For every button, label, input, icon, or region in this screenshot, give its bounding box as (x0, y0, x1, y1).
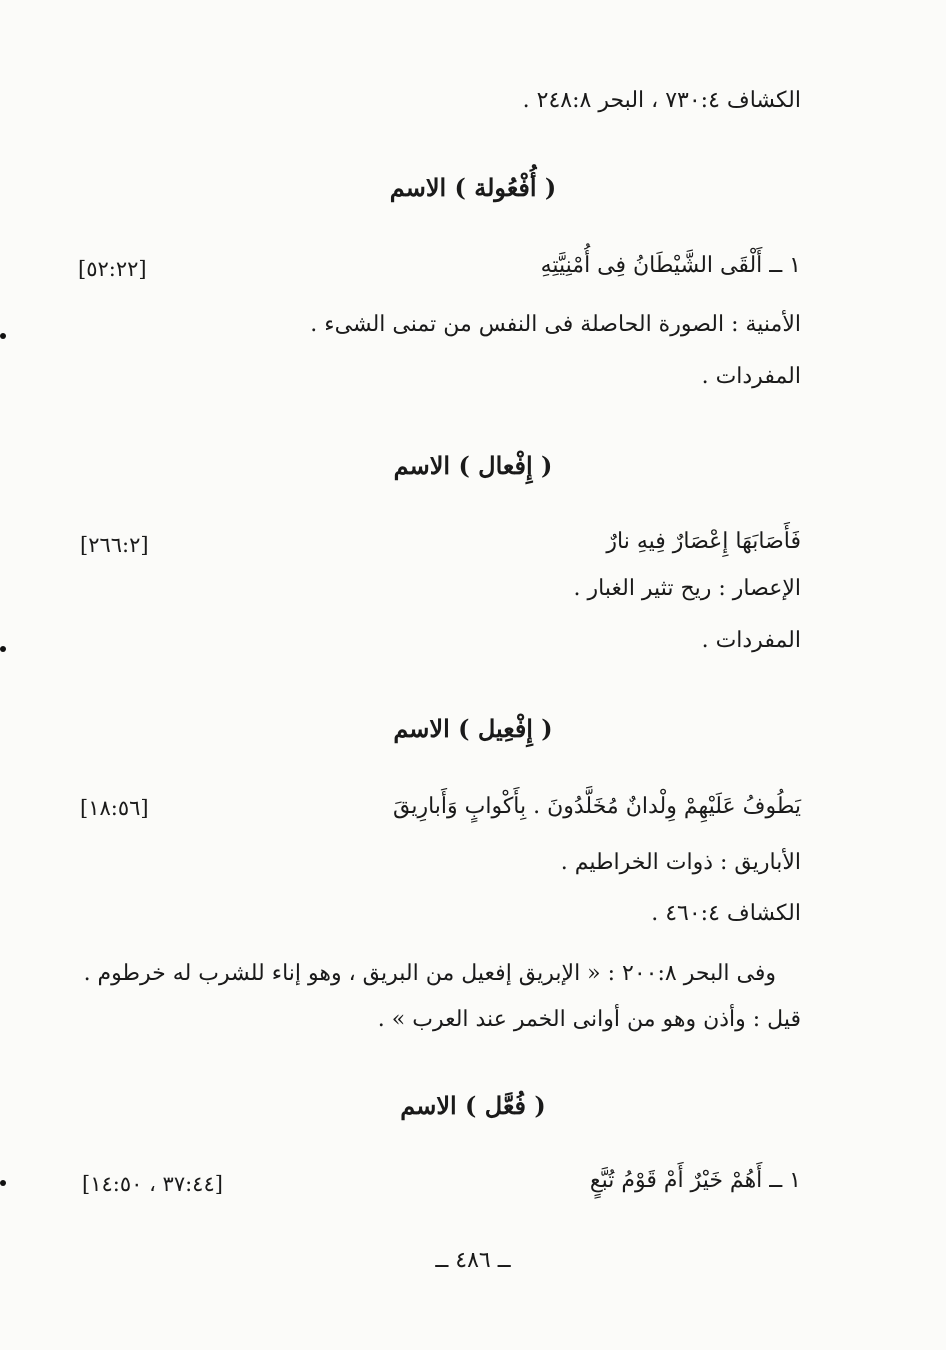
definition-line: الأباريق : ذوات الخراطيم . (560, 850, 801, 875)
quran-verse: ١ ــ أَلْقَى الشَّيْطَانُ فِى أُمْنِيَّتِهِ (540, 253, 801, 278)
quran-verse: فَأَصَابَهَا إِعْصَارٌ فِيهِ نارٌ (606, 529, 801, 554)
source-line: المفردات . (701, 364, 801, 389)
top-reference-note: الكشاف ٧٣٠:٤ ، البحر ٢٤٨:٨ . (522, 88, 801, 113)
edge-mark (0, 333, 6, 339)
definition-line: الإعصار : ريح تثير الغبار . (573, 576, 801, 601)
quotation-line: قيل : وأذن وهو من أوانى الخمر عند العرب » . (377, 1007, 801, 1032)
page-number: ــ ٤٨٦ ــ (435, 1248, 511, 1273)
source-line: المفردات . (701, 628, 801, 653)
quran-verse: يَطُوفُ عَلَيْهِمْ وِلْدانٌ مُخَلَّدُونَ . بِأَكْوابٍ وَأَبارِيقَ (392, 794, 801, 819)
section-heading-ifiil: ( إِفْعِيل ) الاسم (393, 714, 553, 743)
verse-reference: [٢٦٦:٢] (80, 533, 149, 557)
edge-mark (0, 646, 6, 652)
section-heading-ifaal: ( إِفْعال ) الاسم (393, 451, 553, 480)
source-line: الكشاف ٤٦٠:٤ . (651, 901, 801, 926)
definition-line: الأمنية : الصورة الحاصلة فى النفس من تمنى الشىء . (310, 312, 801, 337)
section-heading-ufuula: ( أُفْعُولة ) الاسم (389, 173, 557, 202)
verse-reference: [٥٢:٢٢] (78, 257, 147, 281)
edge-mark (0, 1180, 6, 1186)
section-heading-fuaal: ( فُعَّل ) الاسم (400, 1091, 546, 1120)
quran-verse: ١ ــ أَهُمْ خَيْرٌ أَمْ قَوْمُ تُبَّعٍ (589, 1168, 801, 1193)
quotation-line: وفى البحر ٢٠٠:٨ : « الإبريق إفعيل من البريق ، وهو إناء للشرب له خرطوم . (83, 961, 776, 986)
verse-reference: [٣٧:٤٤ ، ١٤:٥٠] (82, 1172, 223, 1196)
verse-reference: [١٨:٥٦] (80, 796, 149, 820)
